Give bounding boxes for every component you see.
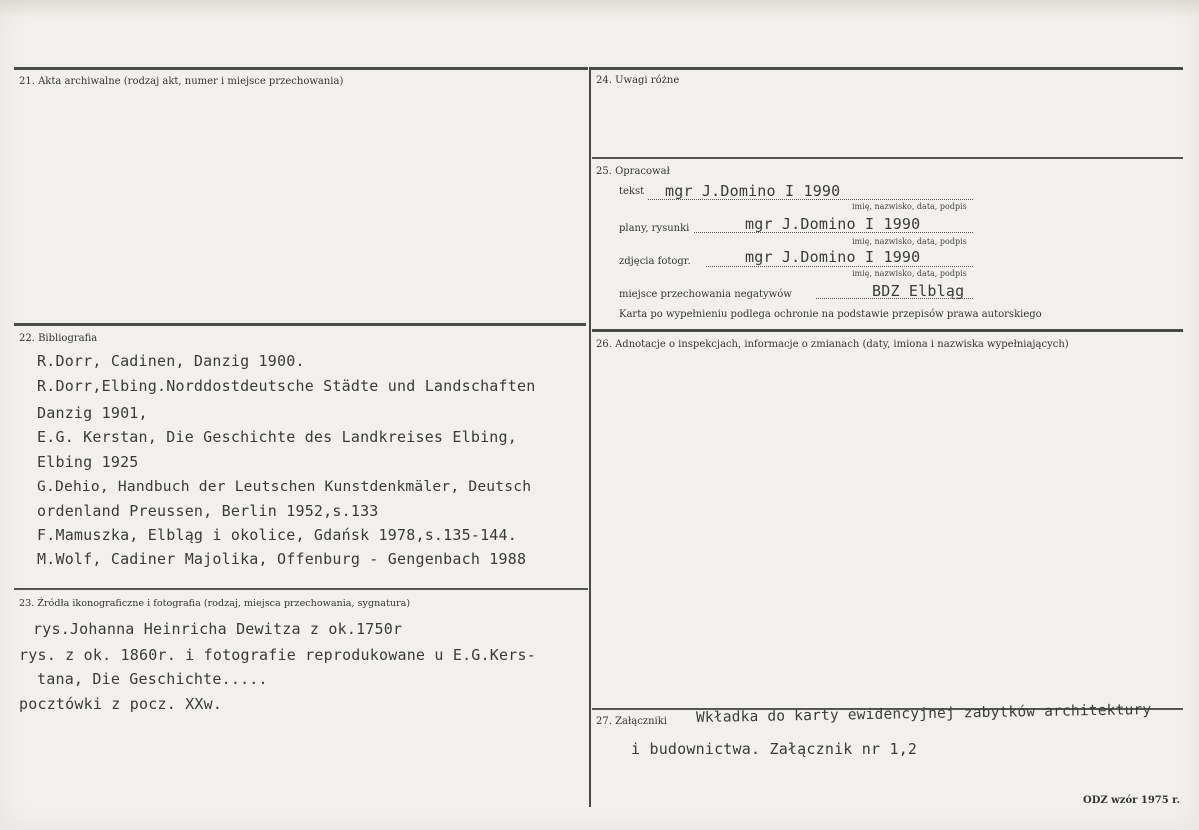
card-top-edge: [0, 0, 1199, 18]
section-26-label: 26. Adnotacje o inspekcjach, informacje o zmianach (daty, imiona i nazwiska wypełniających): [596, 339, 1069, 350]
rule-after-21: [14, 323, 586, 326]
bibliography-line: R.Dorr, Cadinen, Danzig 1900.: [37, 352, 305, 370]
rule-top-left: [14, 67, 588, 70]
text-author-hint: imię, nazwisko, data, podpis: [852, 202, 967, 211]
drawings-author-value: mgr J.Domino I 1990: [745, 215, 921, 233]
bibliography-line: ordenland Preussen, Berlin 1952,s.133: [37, 502, 379, 520]
negatives-location-label: miejsce przechowania negatywów: [619, 289, 792, 300]
copyright-note: Karta po wypełnieniu podlega ochronie na podstawie przepisów prawa autorskiego: [619, 309, 1042, 320]
iconography-line: rys.Johanna Heinricha Dewitza z ok.1750r: [33, 620, 403, 638]
photos-author-line: [706, 266, 973, 267]
photos-author-hint: imię, nazwisko, data, podpis: [852, 269, 967, 278]
photos-author-value: mgr J.Domino I 1990: [745, 248, 921, 266]
bibliography-line: G.Dehio, Handbuch der Leutschen Kunstdenkmäler, Deutsch: [37, 478, 532, 495]
iconography-line: rys. z ok. 1860r. i fotografie reprodukowane u E.G.Kers-: [19, 646, 536, 664]
attachments-line: i budownictwa. Załącznik nr 1,2: [631, 740, 918, 758]
rule-after-24: [592, 157, 1183, 159]
bibliography-line: R.Dorr,Elbing.Norddostdeutsche Städte und Landschaften: [37, 377, 536, 395]
text-author-value: mgr J.Domino I 1990: [665, 182, 841, 200]
drawings-author-label: plany, rysunki: [619, 223, 690, 234]
bibliography-line: E.G. Kerstan, Die Geschichte des Landkreises Elbing,: [37, 428, 517, 446]
negatives-location-value: BDZ Elbląg: [872, 282, 965, 300]
photos-author-label: zdjęcia fotogr.: [619, 256, 691, 267]
iconography-line: pocztówki z pocz. XXw.: [19, 695, 223, 713]
bibliography-line: Danzig 1901,: [37, 404, 148, 422]
text-author-label: tekst: [619, 186, 645, 197]
drawings-author-hint: imię, nazwisko, data, podpis: [852, 237, 967, 246]
section-24-label: 24. Uwagi różne: [596, 75, 680, 86]
section-21-label: 21. Akta archiwalne (rodzaj akt, numer i miejsce przechowania): [19, 76, 344, 87]
form-version-footer: ODZ wzór 1975 r.: [1083, 795, 1181, 806]
rule-top-right: [591, 67, 1183, 70]
section-22-label: 22. Bibliografia: [19, 333, 98, 344]
attachments-line: Wkładka do karty ewidencyjnej zabytków architektury: [695, 702, 1152, 726]
bibliography-line: Elbing 1925: [37, 453, 139, 471]
section-25-label: 25. Opracował: [596, 166, 670, 177]
rule-after-25: [592, 329, 1183, 332]
section-27-label: 27. Załączniki: [596, 716, 667, 727]
center-divider: [589, 67, 591, 807]
bibliography-line: F.Mamuszka, Elbląg i okolice, Gdańsk 1978,s.135-144.: [37, 526, 517, 544]
bibliography-line: M.Wolf, Cadiner Majolika, Offenburg - Gengenbach 1988: [37, 550, 527, 568]
iconography-line: tana, Die Geschichte.....: [37, 670, 268, 688]
rule-after-22: [14, 588, 588, 590]
section-23-label: 23. Źródła ikonograficzne i fotografia (rodzaj, miejsca przechowania, sygnatura): [19, 598, 411, 609]
